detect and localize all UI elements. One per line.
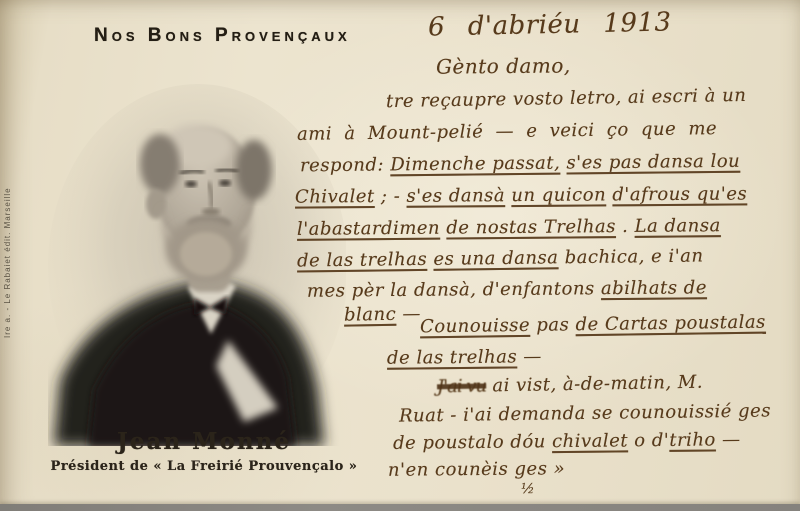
handwriting-segment: tre reçaupre vosto letro, ai escri à un	[385, 84, 747, 113]
handwriting-segment: un quicon	[511, 184, 607, 207]
handwriting-line	[388, 458, 565, 481]
handwriting-segment: es una dansa	[433, 247, 559, 270]
handwriting-segment: Gènto damo,	[435, 53, 571, 79]
card-bottom-edge	[0, 504, 800, 511]
handwriting-segment: —	[517, 346, 542, 368]
handwriting-segment: 6 d'abriéu 1913	[427, 7, 672, 43]
handwriting-line	[393, 429, 741, 454]
handwriting-segment: de las trelhas	[296, 248, 428, 272]
handwriting-segment: mes pèr la dansà, d'enfantons	[306, 278, 602, 302]
handwriting-segment: ami à Mount-pelié — e veici ço que me	[296, 118, 718, 145]
handwriting-line	[420, 312, 766, 338]
handwriting-line	[307, 277, 707, 301]
handwriting-segment: triho	[669, 429, 716, 451]
handwriting-segment: pas	[529, 314, 576, 336]
publisher-imprint: Ire a. - Le Rabaiet édit. Marseille	[3, 187, 12, 338]
handwriting-segment: abilhats de	[600, 277, 708, 300]
handwriting-line	[428, 7, 672, 42]
handwriting-line	[300, 151, 740, 177]
handwriting-segment: l'abastardimen	[296, 217, 441, 240]
handwriting-line	[399, 400, 771, 426]
handwriting-segment: Counouisse	[419, 314, 531, 338]
handwriting-segment: Chivalet	[294, 186, 375, 208]
portrait-caption	[36, 428, 372, 474]
handwriting-line	[297, 118, 717, 145]
postcard-series-title: Nos Bons Provençaux	[94, 25, 351, 46]
handwriting-segment: respond:	[299, 154, 391, 177]
handwriting-line	[297, 215, 721, 240]
handwriting-segment: bachica, e i'an	[558, 245, 704, 269]
handwriting-segment: —	[396, 303, 422, 325]
handwriting-segment: s'es dansà	[406, 185, 506, 207]
handwriting-segment: de nostas Trelhas	[446, 216, 616, 239]
handwriting-segment: Ruat - i'ai demanda se counouissié ges	[398, 400, 772, 427]
handwriting-line	[344, 303, 421, 325]
handwriting-segment: Dimenche passat,	[390, 152, 561, 176]
handwriting-line	[387, 346, 542, 369]
handwriting-segment: s'es pas dansa lou	[566, 150, 741, 174]
handwriting-segment: blanc	[343, 303, 397, 326]
portrait-caption-name: Jean Monné	[116, 428, 292, 455]
handwriting-line	[436, 53, 571, 78]
handwriting-segment: La dansa	[634, 215, 721, 237]
handwriting-segment: de Cartas poustalas	[575, 311, 766, 336]
handwriting-segment: ; -	[374, 185, 407, 208]
handwriting-segment: chivalet	[551, 430, 629, 453]
handwriting-strikethrough: J'ai vu	[436, 375, 487, 398]
handwriting-segment: o d'	[627, 429, 670, 452]
portrait-caption-title: Président de « La Freirié Prouvençalo »	[50, 459, 358, 474]
handwriting-segment: de poustalo dóu	[392, 431, 553, 454]
handwriting-line	[295, 183, 747, 207]
handwriting-line	[297, 246, 704, 272]
handwriting-segment: —	[715, 429, 741, 451]
handwriting-segment: d'afrous qu'es	[612, 183, 748, 206]
handwriting-segment: .	[615, 215, 635, 238]
handwriting-line	[521, 481, 535, 497]
handwriting-line	[386, 85, 747, 112]
handwriting-segment: de las trelhas	[386, 346, 518, 369]
handwriting-line	[437, 372, 703, 398]
handwriting-segment: ai vist, à-de-matin, M.	[485, 371, 704, 397]
handwriting-segment: ½	[521, 481, 536, 497]
handwriting-segment: n'en counèis ges »	[387, 458, 566, 481]
